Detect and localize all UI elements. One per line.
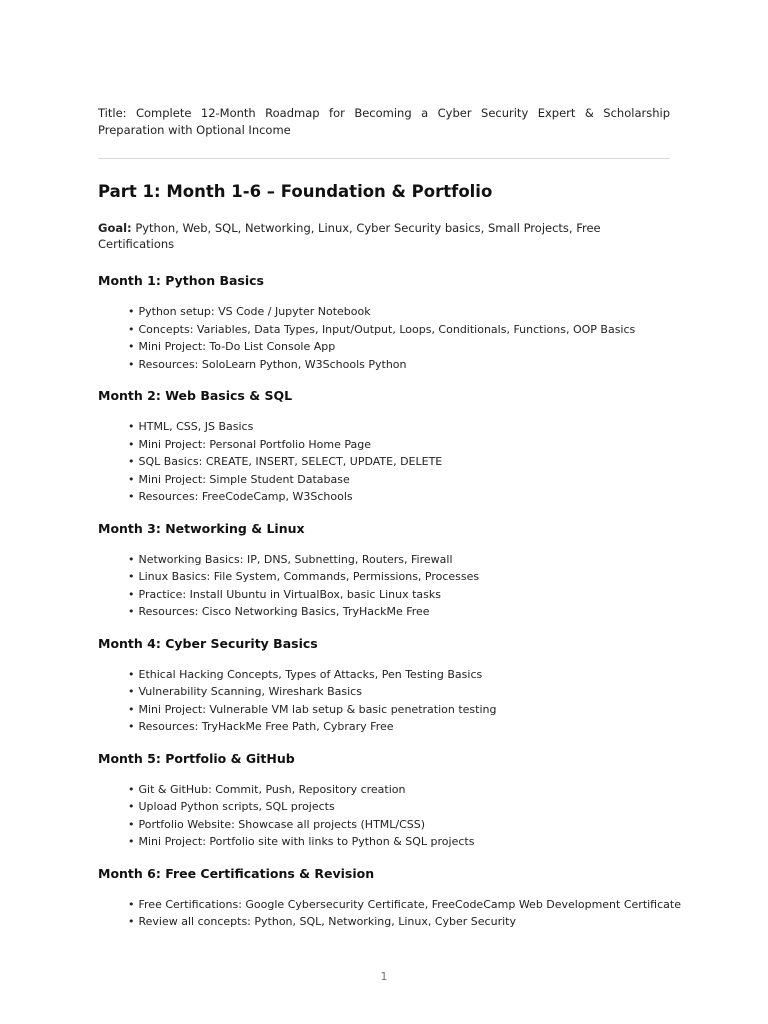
bullet-item: • Mini Project: Vulnerable VM lab setup & basic penetration testing xyxy=(128,701,670,719)
part-heading: Part 1: Month 1-6 – Foundation & Portfolio xyxy=(98,182,493,201)
month-heading: Month 5: Portfolio & GitHub xyxy=(98,750,295,766)
document-title: Title: Complete 12-Month Roadmap for Becoming a Cyber Security Expert & Scholarship Preparation with Optional Income xyxy=(98,106,670,137)
bullet-list xyxy=(98,896,681,931)
bullet-item: • Resources: SoloLearn Python, W3Schools Python xyxy=(128,356,670,374)
bullet-item: • Vulnerability Scanning, Wireshark Basics xyxy=(128,683,670,701)
bullet-item: • Mini Project: Portfolio site with links to Python & SQL projects xyxy=(128,833,670,851)
month-section xyxy=(98,272,670,373)
month-section xyxy=(98,635,670,736)
bullet-item: • HTML, CSS, JS Basics xyxy=(128,418,670,436)
bullet-item: • Mini Project: Personal Portfolio Home Page xyxy=(128,436,670,454)
month-section xyxy=(98,520,670,621)
document-page xyxy=(98,105,681,945)
bullet-item: • Resources: FreeCodeCamp, W3Schools xyxy=(128,488,670,506)
bullet-list xyxy=(98,418,670,506)
goal-text: Python, Web, SQL, Networking, Linux, Cyber Security basics, Small Projects, Free Certifications xyxy=(98,221,601,251)
bullet-list xyxy=(98,303,670,373)
bullet-list xyxy=(98,781,670,851)
bullet-item: • Python setup: VS Code / Jupyter Notebook xyxy=(128,303,670,321)
bullet-item: • Resources: Cisco Networking Basics, TryHackMe Free xyxy=(128,603,670,621)
bullet-list xyxy=(98,666,670,736)
month-section xyxy=(98,750,670,851)
bullet-item: • Review all concepts: Python, SQL, Networking, Linux, Cyber Security xyxy=(128,913,670,931)
bullet-item: • Mini Project: To-Do List Console App xyxy=(128,338,670,356)
bullet-item: • Free Certifications: Google Cybersecurity Certificate, FreeCodeCamp Web Development Certificate xyxy=(128,896,670,914)
goal-line xyxy=(98,220,670,252)
bullet-item: • Ethical Hacking Concepts, Types of Attacks, Pen Testing Basics xyxy=(128,666,670,684)
month-section xyxy=(98,865,681,931)
bullet-item: • Mini Project: Simple Student Database xyxy=(128,471,670,489)
bullet-item: • Linux Basics: File System, Commands, Permissions, Processes xyxy=(128,568,670,586)
month-heading: Month 4: Cyber Security Basics xyxy=(98,635,318,651)
bullet-item: • Portfolio Website: Showcase all projects (HTML/CSS) xyxy=(128,816,670,834)
bullet-list xyxy=(98,551,670,621)
goal-label: Goal: xyxy=(98,221,132,235)
bullet-item: • Practice: Install Ubuntu in VirtualBox, basic Linux tasks xyxy=(128,586,670,604)
month-heading: Month 2: Web Basics & SQL xyxy=(98,388,293,403)
month-section xyxy=(98,387,670,506)
bullet-item: • Resources: TryHackMe Free Path, Cybrary Free xyxy=(128,718,670,736)
divider xyxy=(98,158,670,159)
month-heading: Month 1: Python Basics xyxy=(98,273,264,288)
bullet-item: • Upload Python scripts, SQL projects xyxy=(128,798,670,816)
bullet-item: • SQL Basics: CREATE, INSERT, SELECT, UPDATE, DELETE xyxy=(128,453,670,471)
bullet-item: • Networking Basics: IP, DNS, Subnetting, Routers, Firewall xyxy=(128,551,670,569)
month-heading: Month 6: Free Certifications & Revision xyxy=(98,865,375,881)
bullet-item: • Concepts: Variables, Data Types, Input/Output, Loops, Conditionals, Functions, OOP Basics xyxy=(128,321,670,339)
bullet-item: • Git & GitHub: Commit, Push, Repository creation xyxy=(128,781,670,799)
months-list xyxy=(98,272,681,931)
month-heading: Month 3: Networking & Linux xyxy=(98,520,305,536)
page-number: 1 xyxy=(380,970,388,983)
